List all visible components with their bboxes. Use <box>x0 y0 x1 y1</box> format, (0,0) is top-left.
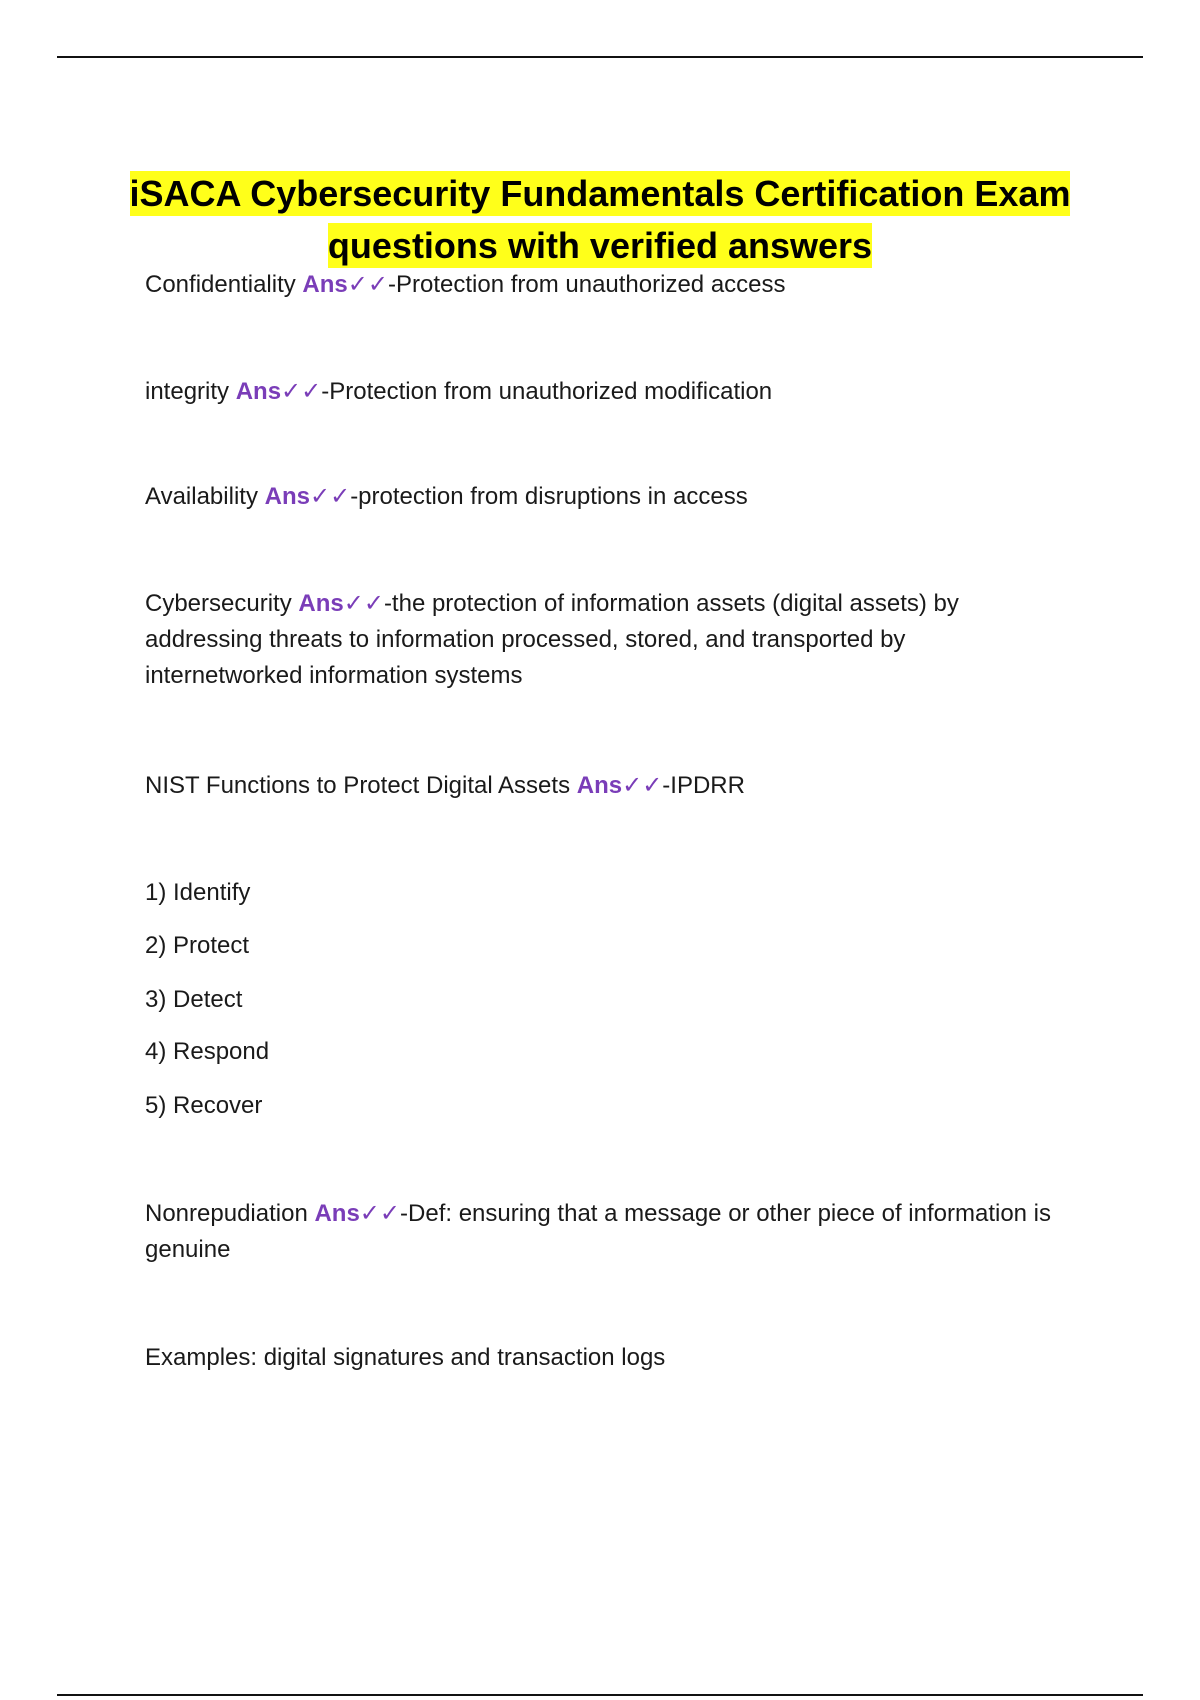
checkmark-icon: ✓✓ <box>309 483 351 510</box>
nist-step-identify: 1) Identify <box>145 879 251 906</box>
footer-rule <box>57 1694 1143 1696</box>
qa-term: Nonrepudiation <box>145 1200 315 1227</box>
examples-line: Examples: digital signatures and transaction logs <box>145 1344 666 1371</box>
qa-term: integrity <box>145 378 236 405</box>
qa-term: Availability <box>145 483 265 510</box>
qa-answer: -the protection of information assets (digital assets) by addressing threats to information processed, stored, and transported by internetworked information systems <box>145 590 959 689</box>
qa-entry-integrity <box>145 374 1065 410</box>
nist-step-detect: 3) Detect <box>145 986 243 1013</box>
answer-marker: Ans <box>264 483 310 510</box>
qa-entry-nist-functions <box>145 768 1065 804</box>
qa-entry-confidentiality <box>145 267 1065 303</box>
answer-marker: Ans <box>314 1200 360 1227</box>
checkmark-icon: ✓✓ <box>359 1200 401 1227</box>
qa-answer: -protection from disruptions in access <box>350 483 748 510</box>
header-rule <box>57 56 1143 58</box>
document-title <box>100 168 1100 272</box>
title-highlight: iSACA Cybersecurity Fundamentals Certification Exam questions with verified answers <box>129 173 1071 267</box>
qa-entry-cybersecurity <box>145 586 1065 694</box>
nist-step-respond: 4) Respond <box>145 1038 270 1065</box>
checkmark-icon: ✓✓ <box>347 271 388 298</box>
qa-answer: -Def: ensuring that a message or other piece of information is genuine <box>145 1200 1052 1263</box>
answer-marker: Ans <box>235 378 282 405</box>
checkmark-icon: ✓✓ <box>281 378 322 405</box>
qa-entry-availability <box>145 479 1065 515</box>
answer-marker: Ans <box>298 590 344 617</box>
qa-answer: -Protection from unauthorized access <box>387 271 786 298</box>
qa-answer: -Protection from unauthorized modification <box>321 378 773 405</box>
answer-marker: Ans <box>302 271 348 298</box>
qa-answer: -IPDRR <box>662 772 745 799</box>
qa-term: NIST Functions to Protect Digital Assets <box>145 772 577 799</box>
nist-step-protect: 2) Protect <box>145 932 250 959</box>
nist-step-recover: 5) Recover <box>145 1092 263 1119</box>
answer-marker: Ans <box>576 772 623 799</box>
qa-entry-nonrepudiation <box>145 1196 1065 1268</box>
checkmark-icon: ✓✓ <box>343 590 384 617</box>
checkmark-icon: ✓✓ <box>622 772 663 799</box>
qa-term: Cybersecurity <box>145 590 299 617</box>
qa-term: Confidentiality <box>145 271 303 298</box>
